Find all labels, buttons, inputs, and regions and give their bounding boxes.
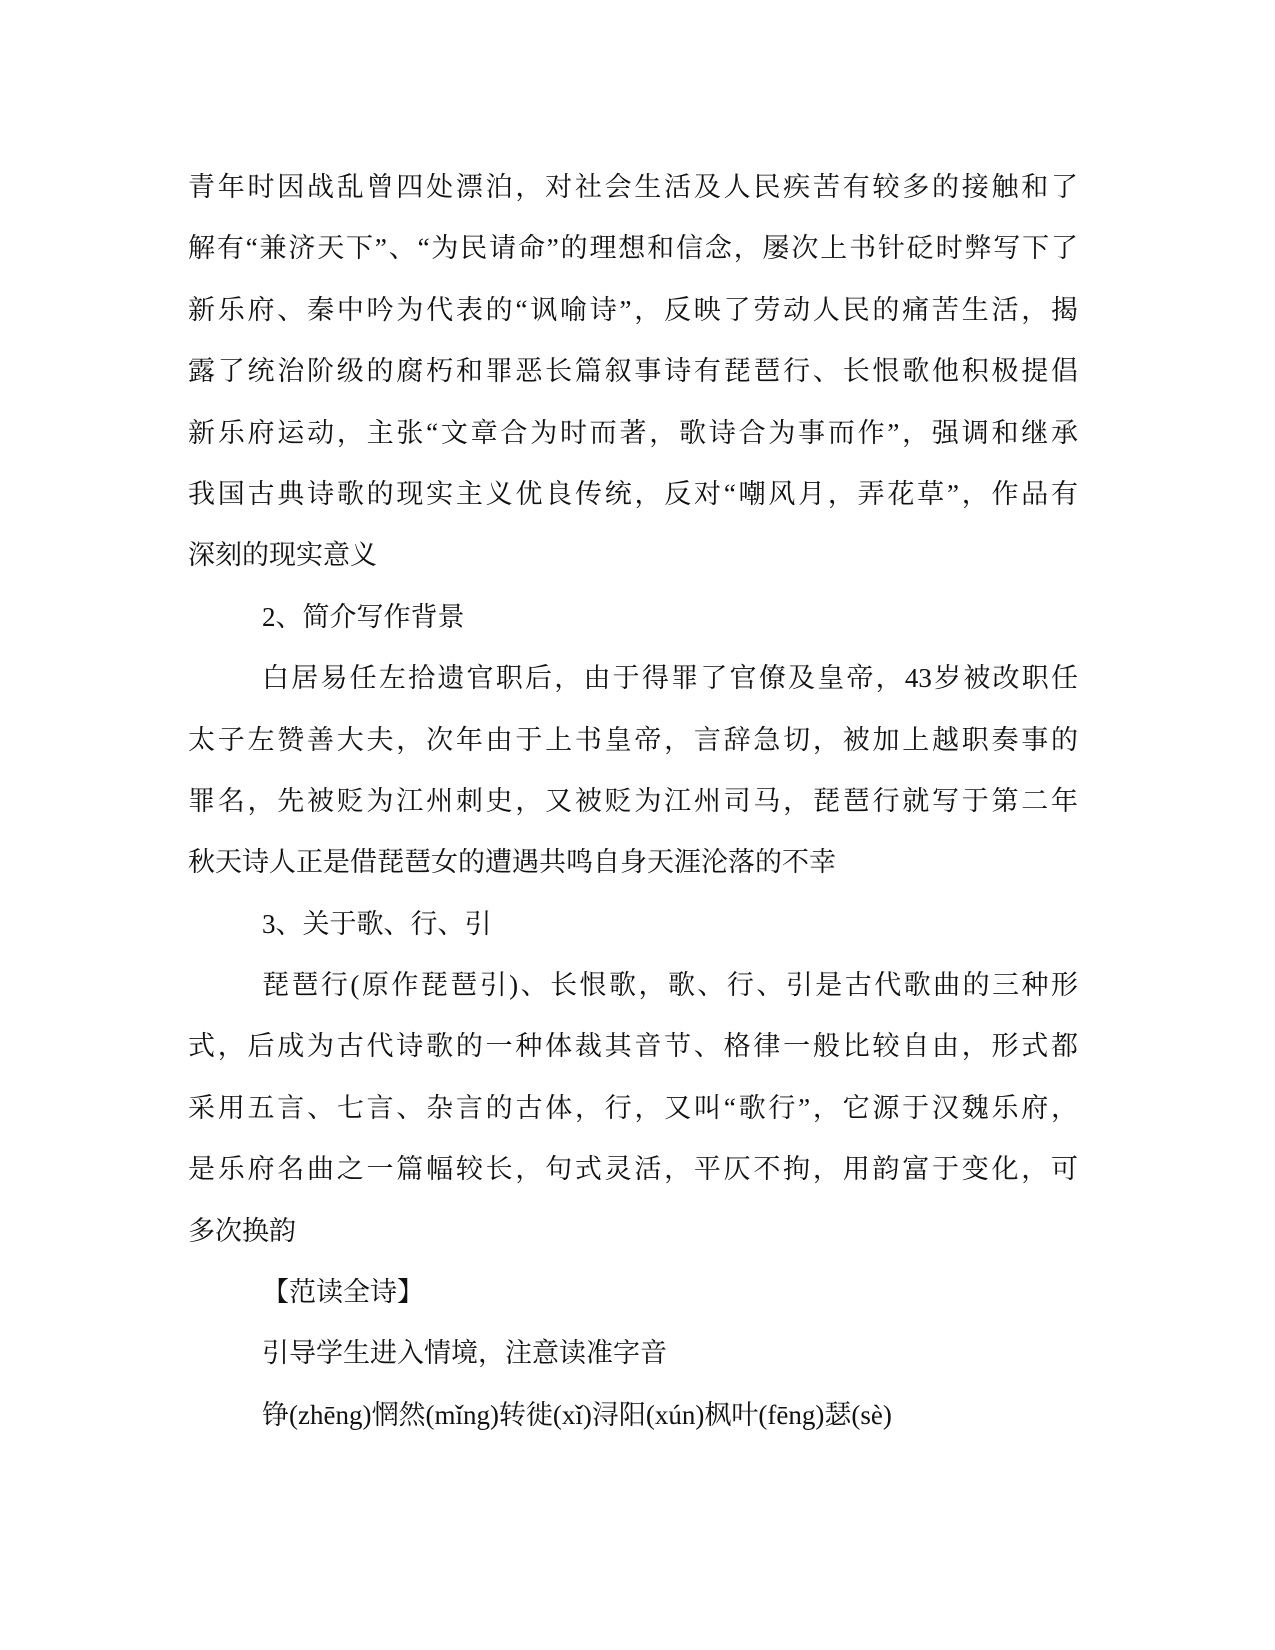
paragraph-line: 太子左赞善大夫，次年由于上书皇帝，言辞急切，被加上越职奏事的	[188, 724, 1078, 755]
paragraph-line: 深刻的现实意义	[188, 540, 377, 571]
paragraph-line: 新乐府运动，主张“文章合为时而著，歌诗合为事而作”，强调和继承	[188, 417, 1078, 448]
paragraph-line: 是乐府名曲之一篇幅较长，句式灵活，平仄不拘，用韵富于变化，可	[188, 1154, 1078, 1185]
paragraph-line: 我国古典诗歌的现实主义优良传统，反对“嘲风月，弄花草”，作品有	[188, 478, 1078, 509]
paragraph-line: 秋天诗人正是借琵琶女的遭遇共鸣自身天涯沦落的不幸	[188, 847, 836, 878]
paragraph-line: 解有“兼济天下”、“为民请命”的理想和信念，屡次上书针砭时弊写下了	[188, 233, 1078, 264]
paragraph-line: 琵琶行(原作琵琶引)、长恨歌，歌、行、引是古代歌曲的三种形	[262, 970, 1078, 1001]
paragraph-line: 白居易任左拾遗官职后，由于得罪了官僚及皇帝，43岁被改职任	[262, 663, 1078, 694]
section-heading: 2、简介写作背景	[262, 601, 465, 632]
document-page	[188, 157, 1078, 1446]
paragraph-line: 式，后成为古代诗歌的一种体裁其音节、格律一般比较自由，形式都	[188, 1031, 1078, 1062]
paragraph-line: 罪名，先被贬为江州刺史，又被贬为江州司马，琵琶行就写于第二年	[188, 785, 1078, 816]
paragraph-line: 多次换韵	[188, 1215, 296, 1246]
paragraph-line: 露了统治阶级的腐朽和罪恶长篇叙事诗有琵琶行、长恨歌他积极提倡	[188, 356, 1078, 387]
paragraph-line: 新乐府、秦中吟为代表的“讽喻诗”，反映了劳动人民的痛苦生活，揭	[188, 294, 1078, 325]
pronunciation-line: 铮(zhēng)惘然(mǐng)转徙(xǐ)浔阳(xún)枫叶(fēng)瑟(sè)	[262, 1399, 892, 1430]
section-heading: 3、关于歌、行、引	[262, 908, 492, 939]
paragraph-line: 采用五言、七言、杂言的古体，行，又叫“歌行”，它源于汉魏乐府，	[188, 1092, 1078, 1123]
paragraph-line: 青年时因战乱曾四处漂泊，对社会生活及人民疾苦有较多的接触和了	[188, 172, 1078, 202]
instruction-line: 引导学生进入情境，注意读准字音	[262, 1338, 667, 1369]
section-heading: 【范读全诗】	[262, 1277, 424, 1308]
